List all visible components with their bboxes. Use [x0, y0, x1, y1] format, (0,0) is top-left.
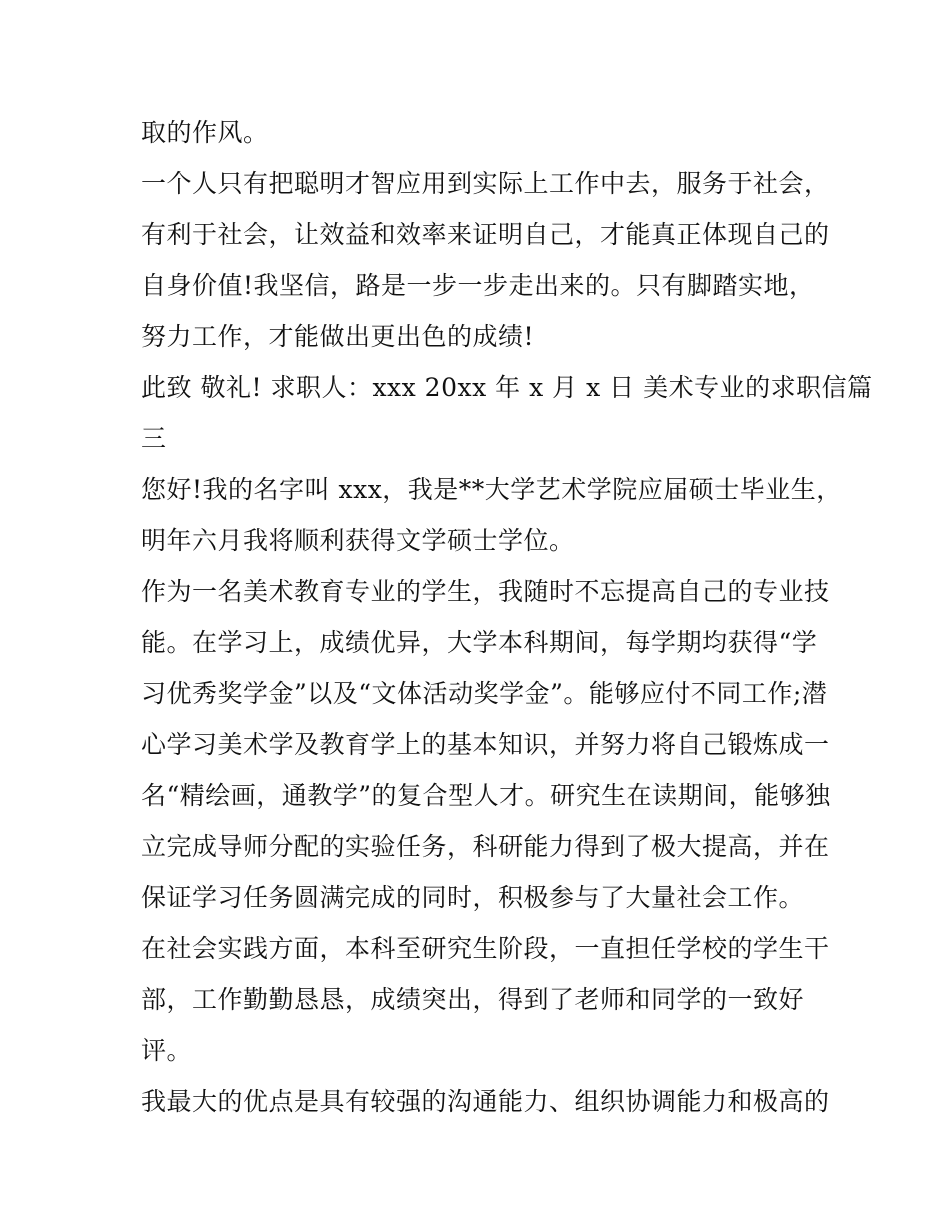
text-line: 自身价值!我坚信，路是一步一步走出来的。只有脚踏实地， — [141, 271, 815, 300]
text-line: 作为一名美术教育专业的学生，我随时不忘提高自己的专业技 — [141, 577, 830, 606]
text-line: 取的作风。 — [141, 118, 269, 147]
text-line: 努力工作，才能做出更出色的成绩! — [141, 322, 535, 351]
text-line: 有利于社会，让效益和效率来证明自己，才能真正体现自己的 — [141, 220, 830, 249]
document-body — [141, 107, 873, 1127]
text-line: 您好!我的名字叫 xxx，我是**大学艺术学院应届硕士毕业生， — [141, 475, 842, 504]
text-line: 名“精绘画，通教学”的复合型人才。研究生在读期间，能够独 — [141, 781, 831, 810]
text-line: 评。 — [141, 1036, 193, 1065]
text-line: 能。在学习上，成绩优异，大学本科期间，每学期均获得“学 — [141, 628, 818, 657]
text-line: 习优秀奖学金”以及“文体活动奖学金”。能够应付不同工作;潜 — [141, 679, 828, 708]
text-line: 部，工作勤勤恳恳，成绩突出，得到了老师和同学的一致好 — [141, 985, 805, 1014]
text-line: 一个人只有把聪明才智应用到实际上工作中去，服务于社会， — [141, 169, 830, 198]
text-line: 立完成导师分配的实验任务，科研能力得到了极大提高，并在 — [141, 832, 830, 861]
text-line: 明年六月我将顺利获得文学硕士学位。 — [141, 526, 575, 555]
text-line: 我最大的优点是具有较强的沟通能力、组织协调能力和极高的 — [141, 1087, 830, 1116]
text-line: 三 — [141, 424, 167, 453]
text-line: 心学习美术学及教育学上的基本知识，并努力将自己锻炼成一 — [141, 730, 830, 759]
text-line: 此致 敬礼! 求职人：xxx 20xx 年 x 月 x 日 美术专业的求职信篇 — [141, 373, 873, 402]
text-line: 在社会实践方面，本科至研究生阶段，一直担任学校的学生干 — [141, 934, 830, 963]
text-line: 保证学习任务圆满完成的同时，积极参与了大量社会工作。 — [141, 883, 805, 912]
